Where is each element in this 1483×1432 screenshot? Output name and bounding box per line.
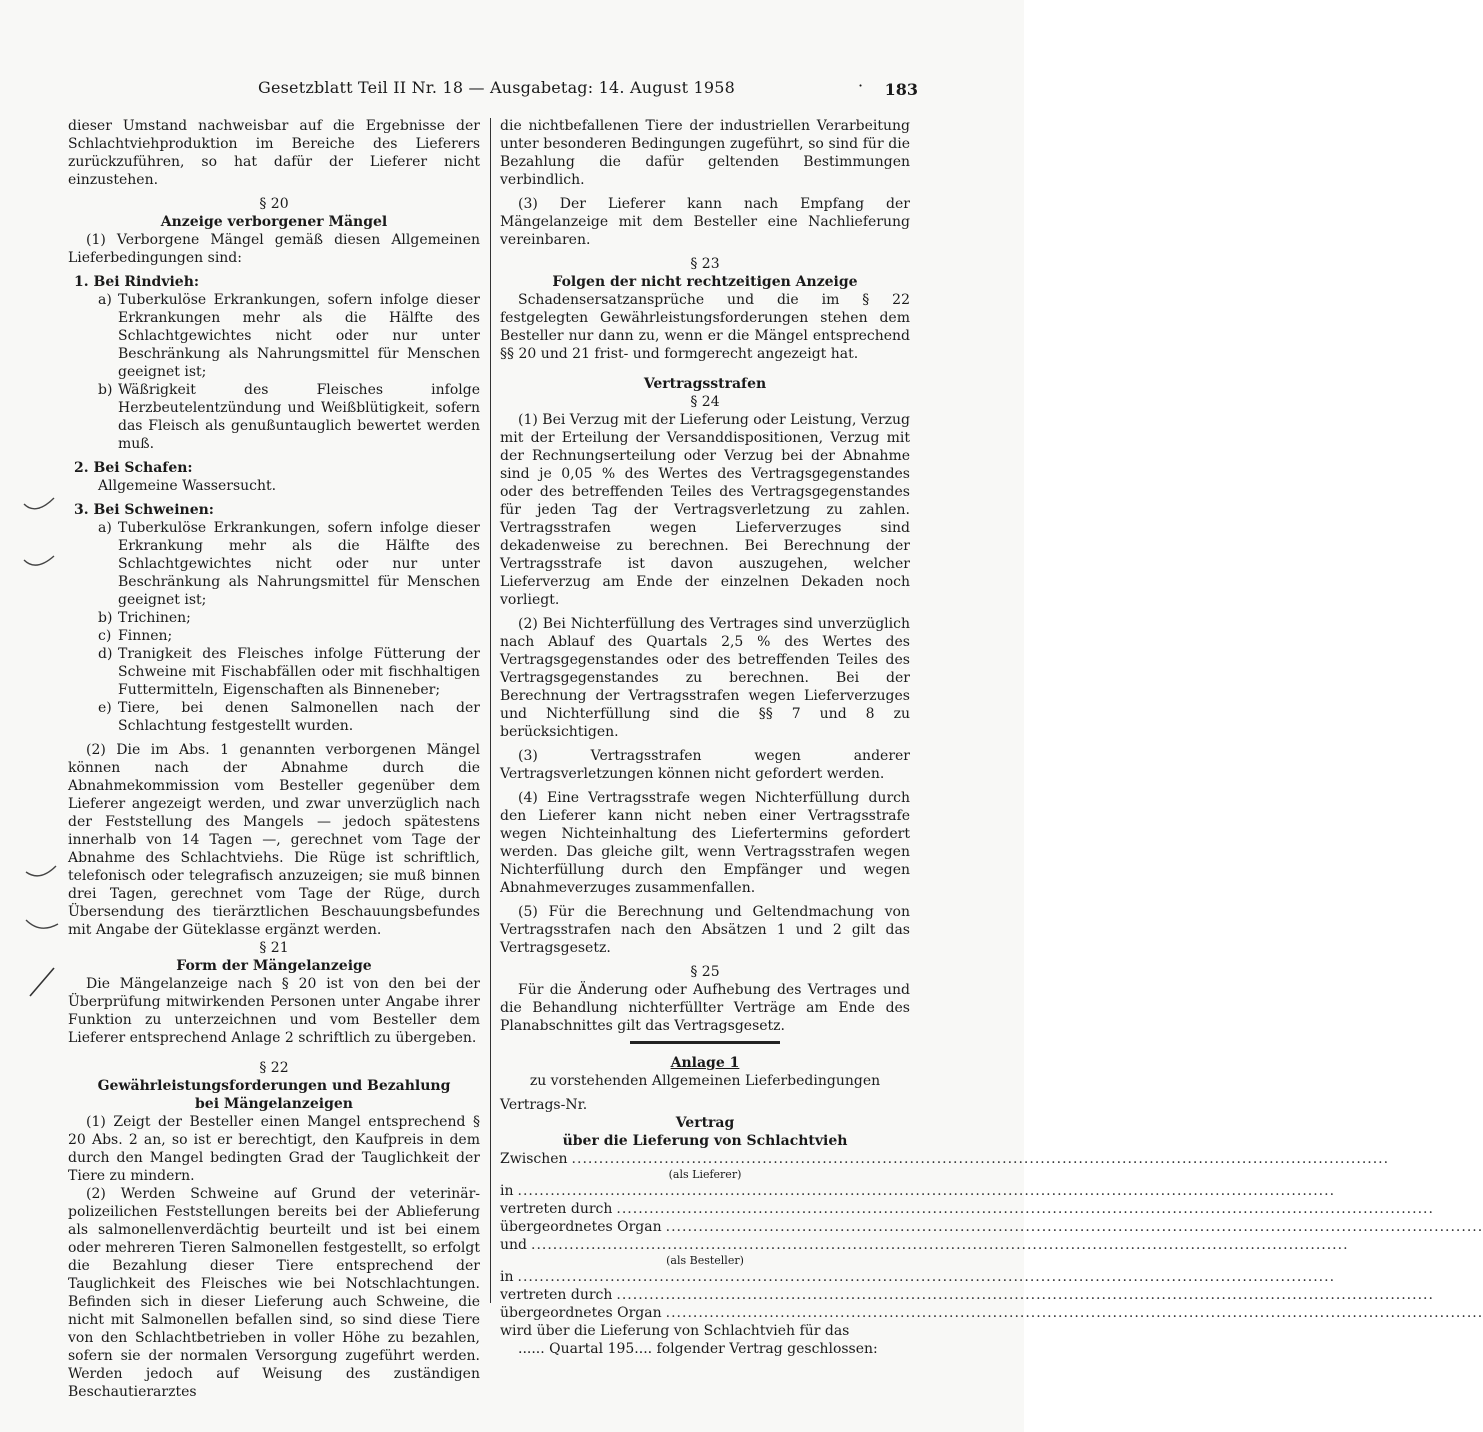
section-separator-rule: [630, 1041, 780, 1044]
section-24-para-5: (5) Für die Berechnung und Geltendmachung von Vertragsstrafen nach den Absätzen 1 und 2 gilt das Vertragsgesetz.: [500, 904, 910, 956]
section-23-number: § 23: [690, 256, 720, 272]
section-21-text: Die Mängelanzeige nach § 20 ist von den bei der Überprüfung mitwirkenden Personen unter Angabe ihrer Funktion zu unterzeichnen und vom Besteller dem Lieferer entsprechend Anlage 2 schriftlich zu übergeben.: [68, 976, 480, 1046]
section-24-para-4: (4) Eine Vertragsstrafe wegen Nichterfüllung durch den Lieferer kann nicht neben einer Vertragsstrafe wegen Nichteinhaltung des Liefertermins gefordert werden. Das gleiche gilt, wenn Vertragsstrafen wegen Nichterfüllung durch den Empfänger und wegen Abnahmeverzuges zusammenfallen.: [500, 790, 910, 896]
section-20-para-2: (2) Die im Abs. 1 genannten verborgenen Mängel können nach der Abnahme durch die Abnahmekommission vom Besteller gegenüber dem Lieferer angezeigt werden, und zwar unverzüglich nach der Feststellung des Mangels — jedoch spätestens innerhalb von 14 Tagen —, gerechnet vom Tage der Abnahme des Schlachtviehs. Die Rüge ist schriftlich, telefonisch oder telegrafisch anzuzeigen; sie muß binnen drei Tagen, gerechnet vom Tage der Rüge, durch Übersendung des tierärztlichen Beschauungsbefundes mit Angabe der Güteklasse ergänzt werden.: [68, 742, 480, 938]
section-24-para-2: (2) Bei Nichterfüllung des Vertrages sind unverzüglich nach Ablauf des Quartals 2,5 % des Wertes des Vertragsgegenstandes oder des betreffenden Teiles des Vertragsgegenstandes zu berechnen. Bei der Berechnung der Vertragsstrafen wegen Lieferverzuges und Nichterfüllung sind die §§ 7 und 8 zu berücksichtigen.: [500, 616, 910, 740]
section-24-para-3: (3) Vertragsstrafen wegen anderer Vertragsverletzungen können nicht gefordert werden.: [500, 748, 910, 782]
section-23-text: Schadensersatzansprüche und die im § 22 festgelegten Gewährleistungsforderungen stehen dem Besteller nur dann zu, wenn er die Mängel entsprechend §§ 20 und 21 frist- und formgerecht angezeigt hat.: [500, 292, 910, 362]
form-field-vertreten: vertreten durch ......................................................................................................................................................: [500, 1201, 1434, 1217]
section-22-para-3: (3) Der Lieferer kann nach Empfang der Mängelanzeige mit dem Besteller eine Nachlieferung vereinbaren.: [500, 196, 910, 248]
list-item: a) Tuberkulöse Erkrankungen, sofern infolge dieser Erkrankung mehr als die Hälfte des Schlachtgewichtes nicht oder nur unter Beschränkung als Nahrungsmittel für Menschen geeignet ist;: [98, 520, 480, 608]
section-23-title: Folgen der nicht rechtzeitigen Anzeige: [552, 274, 858, 290]
gazette-title: Gesetzblatt Teil II Nr. 18 — Ausgabetag: 14. August 1958: [258, 78, 736, 97]
note-besteller: (als Besteller): [666, 1254, 744, 1267]
form-field-organ: übergeordnetes Organ ......................................................................................................................................................: [500, 1305, 1483, 1321]
list-item: b) Wäßrigkeit des Fleisches infolge Herzbeutelentzündung und Weißblütigkeit, sofern das Fleisch als genußuntauglich bewertet werden muß.: [98, 382, 480, 452]
anlage-subtitle: zu vorstehenden Allgemeinen Lieferbedingungen: [529, 1073, 881, 1089]
contract-closing-2: ...... Quartal 195.... folgender Vertrag geschlossen:: [518, 1341, 878, 1357]
section-21-number: § 21: [259, 940, 289, 956]
list-item: d) Tranigkeit des Fleisches infolge Fütterung der Schweine mit Fischabfällen oder mit fischhaltigen Futtermitteln, Eigenschaften als Binneneber;: [98, 646, 480, 698]
form-field-zwischen: Zwischen ......................................................................................................................................................: [500, 1151, 1390, 1167]
group-schweine-label: 3. Bei Schweinen:: [74, 502, 214, 518]
list-item: b) Trichinen;: [98, 610, 191, 626]
left-column: [68, 117, 480, 1401]
section-22-para-1: (1) Zeigt der Besteller einen Mangel entsprechend § 20 Abs. 2 an, so ist er berechtigt, den Kaufpreis in dem durch den Mangel bedingten Grad der Tauglichkeit der Tiere zu mindern.: [68, 1114, 480, 1184]
section-25-number: § 25: [690, 964, 720, 980]
note-lieferer: (als Lieferer): [668, 1168, 742, 1181]
section-25-text: Für die Änderung oder Aufhebung des Vertrages und die Behandlung nichterfüllter Verträge am Ende des Planabschnittes gilt das Vertragsgesetz.: [500, 982, 910, 1034]
group-schafe-label: 2. Bei Schafen:: [74, 460, 193, 476]
section-21-title: Form der Mängelanzeige: [176, 958, 372, 974]
margin-slash-mark: [22, 962, 62, 1002]
form-field-und: und ......................................................................................................................................................: [500, 1237, 1349, 1253]
page-header: [258, 78, 918, 100]
form-field-vertreten: vertreten durch ......................................................................................................................................................: [500, 1287, 1434, 1303]
contract-heading: Vertrag: [675, 1115, 735, 1131]
section-22-para-2: (2) Werden Schweine auf Grund der veterinär-polizeilichen Feststellungen bereits bei der Ablieferung als salmonellenverdächtig beurteilt und ist bei einem oder mehreren Tieren Salmonellen festgestellt, so erfolgt die Bezahlung dieser Tiere entsprechend der Tauglichkeit des Fleisches wie bei Notschlachtungen. Befinden sich in dieser Lieferung auch Schweine, die nicht mit Salmonellen befallen sind, so sind diese Tiere von den Schlachtbetrieben in voller Höhe zu bezahlen, sofern sie der normalen Versorgung zugeführt werden. Werden jedoch auf Weisung des zuständigen Beschautierarztes: [68, 1186, 480, 1400]
paragraph-continuation: die nichtbefallenen Tiere der industriellen Verarbeitung unter besonderen Bedingungen zugeführt, so sind für die Bezahlung die dafür geltenden Bestimmungen verbindlich.: [500, 118, 910, 188]
group-schafe-text: Allgemeine Wassersucht.: [98, 478, 277, 494]
section-20-title: Anzeige verborgener Mängel: [160, 214, 388, 230]
section-20-number: § 20: [259, 196, 289, 212]
right-column: [500, 117, 1483, 1358]
header-dot: ·: [858, 76, 864, 95]
section-20-para-1: (1) Verborgene Mängel gemäß diesen Allgemeinen Lieferbedingungen sind:: [68, 232, 480, 266]
section-22-title-1: Gewährleistungsforderungen und Bezahlung: [97, 1078, 451, 1094]
column-divider: [490, 118, 491, 1303]
vertragsstrafen-heading: Vertragsstrafen: [643, 376, 767, 392]
form-field-organ: übergeordnetes Organ ......................................................................................................................................................: [500, 1219, 1483, 1235]
contract-subheading: über die Lieferung von Schlachtvieh: [562, 1133, 848, 1149]
form-field-in: in ......................................................................................................................................................: [500, 1269, 1336, 1285]
paragraph-continuation: dieser Umstand nachweisbar auf die Ergebnisse der Schlachtviehproduktion im Bereiche des Lieferers zurückzuführen, so hat dafür der Lieferer nicht einzustehen.: [68, 118, 480, 188]
list-item: a) Tuberkulöse Erkrankungen, sofern infolge dieser Erkrankungen mehr als die Hälfte des Schlachtgewichtes nicht oder nur unter Beschränkung als Nahrungsmittel für Menschen geeignet ist;: [98, 292, 480, 380]
section-24-number: § 24: [690, 394, 720, 410]
margin-checkmark: [20, 490, 60, 520]
list-item: e) Tiere, bei denen Salmonellen nach der Schlachtung festgestellt wurden.: [98, 700, 480, 734]
form-field-in: in ......................................................................................................................................................: [500, 1183, 1336, 1199]
section-22-title-2: bei Mängelanzeigen: [195, 1096, 353, 1112]
section-22-number: § 22: [259, 1060, 289, 1076]
group-rindvieh-label: 1. Bei Rindvieh:: [74, 274, 200, 290]
section-24-para-1: (1) Bei Verzug mit der Lieferung oder Leistung, Verzug mit der Erteilung der Versanddispositionen, Verzug mit der Rechnungserteilung oder Verzug bei der Abnahme sind je 0,05 % des Wertes des Vertragsgegenstandes oder des betreffenden Teiles des Vertragsgegenstandes für jeden Tag der Vertragsverletzung zu zahlen. Vertragsstrafen wegen Lieferverzuges sind dekadenweise zu berechnen. Bei Berechnung der Vertragsstrafe ist davon auszugehen, welcher Lieferverzug am Ende der einzelnen Dekaden noch vorliegt.: [500, 412, 911, 608]
page-number: 183: [884, 80, 918, 99]
contract-number-label: Vertrags-Nr.: [500, 1097, 588, 1113]
margin-checkmark: [22, 860, 62, 890]
margin-checkmark: [20, 548, 60, 578]
contract-closing-1: wird über die Lieferung von Schlachtvieh für das: [500, 1323, 850, 1339]
margin-checkmark: [22, 910, 62, 940]
list-item: c) Finnen;: [98, 628, 173, 644]
anlage-title: Anlage 1: [670, 1055, 740, 1071]
